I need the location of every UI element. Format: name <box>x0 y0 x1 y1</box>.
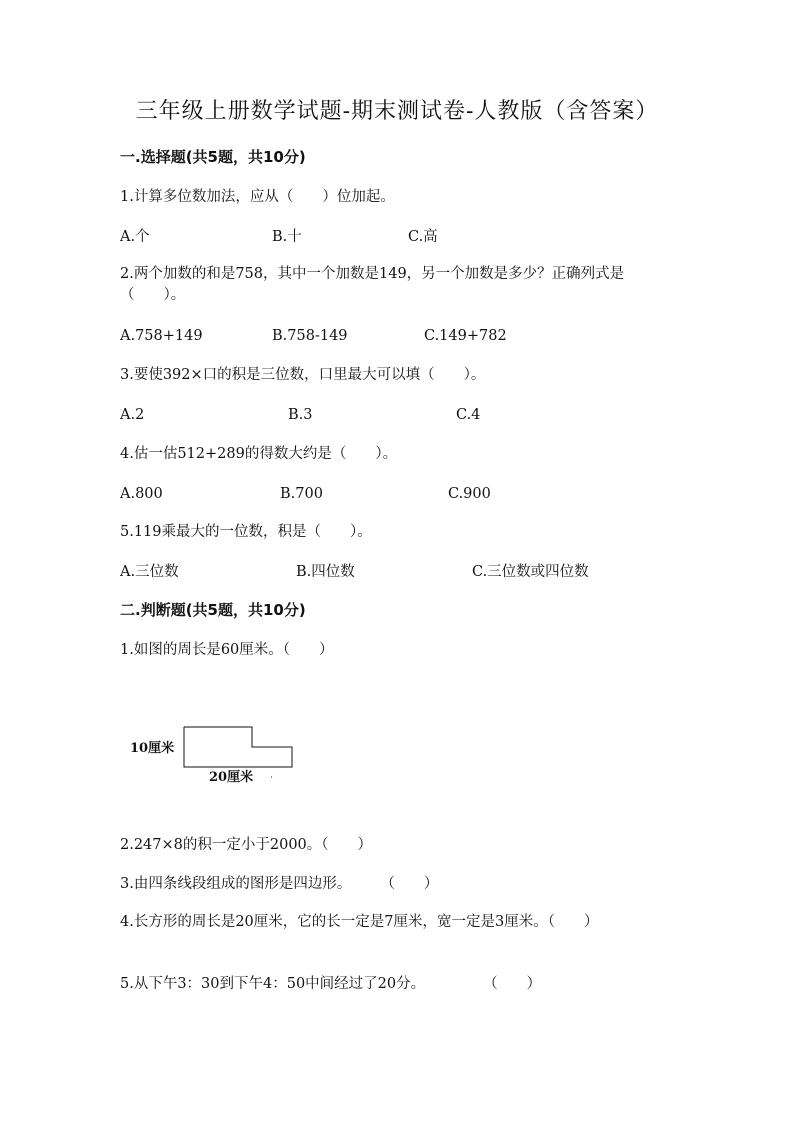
page-title: 三年级上册数学试题-期末测试卷-人教版（含答案） <box>135 99 659 124</box>
choice-1-option-c: C.高 <box>408 229 438 245</box>
choice-question-4: 4.估一估512+289的得数大约是（ ）。 <box>120 446 398 462</box>
choice-question-5: 5.119乘最大的一位数，积是（ ）。 <box>120 524 372 540</box>
choice-3-option-b: B.3 <box>288 407 313 423</box>
choice-1-option-b: B.十 <box>272 229 302 245</box>
choice-5-option-c: C.三位数或四位数 <box>472 564 589 580</box>
section-heading-choice: 一.选择题(共5题，共10分) <box>120 148 306 166</box>
judge-question-3: 3.由四条线段组成的图形是四边形。 （ ） <box>120 876 439 892</box>
choice-3-option-c: C.4 <box>456 407 481 423</box>
choice-1-option-a: A.个 <box>120 229 150 245</box>
judge-question-4: 4.长方形的周长是20厘米，它的长一定是7厘米，宽一定是3厘米。（ ） <box>120 914 599 930</box>
choice-question-2: 2.两个加数的和是758，其中一个加数是149，另一个加数是多少？正确列式是（ ）。 <box>120 266 625 303</box>
height-label: 10厘米 <box>130 741 175 756</box>
width-label: 20厘米 <box>209 770 254 785</box>
judge-question-1: 1.如图的周长是60厘米。（ ） <box>120 642 334 658</box>
choice-5-option-a: A.三位数 <box>120 564 179 580</box>
section-heading-judgement: 二.判断题(共5题，共10分) <box>120 601 306 619</box>
perimeter-figure <box>120 715 320 795</box>
choice-5-option-b: B.四位数 <box>296 564 355 580</box>
choice-4-option-c: C.900 <box>448 486 491 502</box>
judge-question-2: 2.247×8的积一定小于2000。（ ） <box>120 837 373 853</box>
choice-3-option-a: A.2 <box>120 407 145 423</box>
choice-4-option-a: A.800 <box>120 486 163 502</box>
choice-2-option-c: C.149+782 <box>424 328 507 344</box>
judge-question-5: 5.从下午3：30到下午4：50中间经过了20分。 （ ） <box>120 976 542 992</box>
choice-question-1: 1.计算多位数加法，应从（ ）位加起。 <box>120 189 395 205</box>
l-shape-outline <box>184 727 292 767</box>
choice-2-option-a: A.758+149 <box>120 328 203 344</box>
choice-2-option-b: B.758-149 <box>272 328 348 344</box>
choice-4-option-b: B.700 <box>280 486 323 502</box>
choice-question-3: 3.要使392×口的积是三位数，口里最大可以填（ ）。 <box>120 367 486 383</box>
